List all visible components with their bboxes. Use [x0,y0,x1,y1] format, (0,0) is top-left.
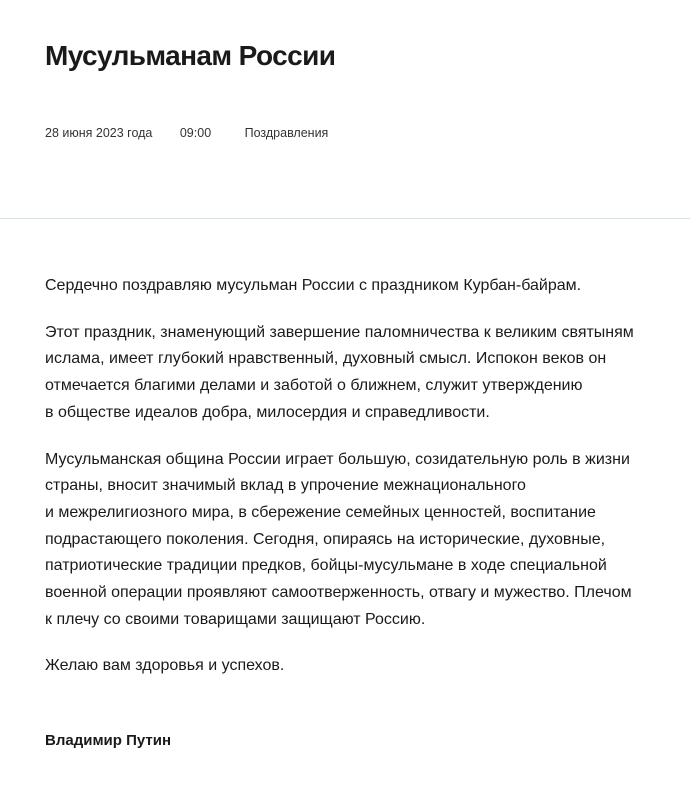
paragraph-4 [45,653,665,680]
category-link[interactable]: Поздравления [244,126,329,140]
paragraph-line: Мусульманская община России играет большую, созидательную роль в жизни [45,450,630,468]
paragraph-line: к плечу со своими товарищами защищают Россию. [45,610,426,628]
paragraph-line: подрастающего поколения. Сегодня, опираясь на исторические, духовные, [45,530,606,548]
paragraph-line: Желаю вам здоровья и успехов. [45,657,285,675]
publish-date: 28 июня 2023 года [45,126,153,140]
paragraph-line: ислама, имеет глубокий нравственный, духовный смысл. Испокон веков он [45,350,607,368]
paragraph-line: и межрелигиозного мира, в сбережение семейных ценностей, воспитание [45,503,596,521]
article-meta [45,125,328,141]
article-header [0,0,690,219]
paragraph-1 [45,273,665,300]
page-title: Мусульманам России [45,40,336,71]
paragraph-3 [45,447,665,634]
signature: Владимир Путин [45,732,172,749]
paragraph-2 [45,320,665,427]
publish-time: 09:00 [179,126,212,140]
paragraph-line: Сердечно поздравляю мусульман России с праздником Курбан-байрам. [45,277,582,294]
paragraph-line: военной операции проявляют самоотверженность, отвагу и мужество. Плечом [45,584,632,602]
paragraph-line: отмечается благими делами и заботой о ближнем, служит утверждению [45,377,583,395]
paragraph-line: в обществе идеалов добра, милосердия и справедливости. [45,403,490,421]
paragraph-line: страны, вносит значимый вклад в упрочение межнационального [45,477,526,495]
paragraph-line: Этот праздник, знаменующий завершение паломничества к великим святыням [45,323,634,341]
paragraph-line: патриотические традиции предков, бойцы-мусульмане в ходе специальной [45,557,607,575]
article-body [45,273,665,700]
